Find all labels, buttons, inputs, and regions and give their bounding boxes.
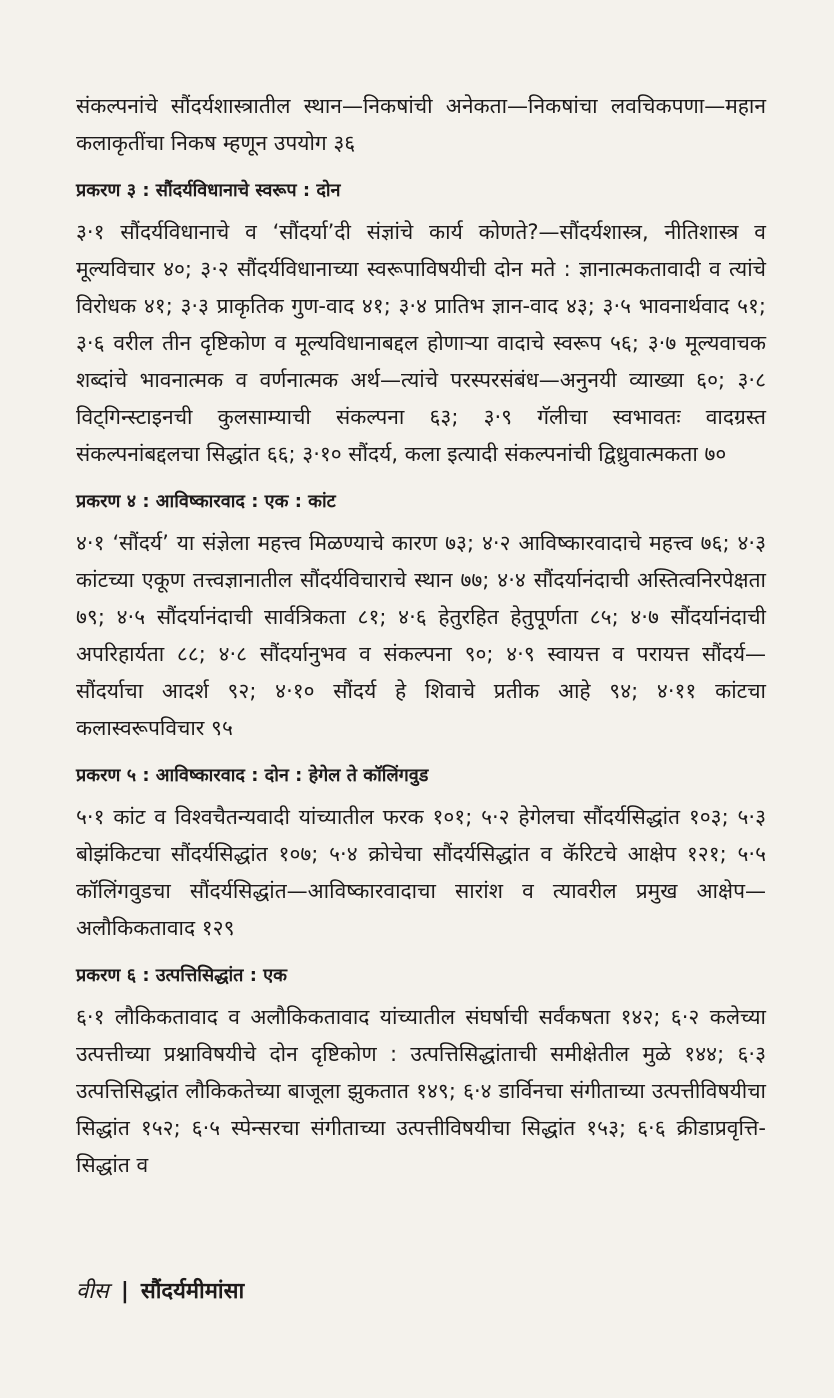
chapter-6-contents: ६·१ लौकिकतावाद व अलौकिकतावाद यांच्यातील संघर्षाची सर्वंकषता १४२; ६·२ कलेच्या उत्पत्तीच्या प्रश्नाविषयीचे दोन दृष्टिकोण : उत्पत्तिसिद्धांताची समीक्षेतील मुळे १४४; ६·३ उत्पत्तिसिद्धांत लौकिकतेच्या बाजूला झुकतात १४९; ६·४ डार्विनचा संगीताच्या उत्पत्तीविषयीचा सिद्धांत १५२; ६·५ स्पेन्सरचा संगीताच्या उत्पत्तीविषयीचा सिद्धांत १५३; ६·६ क्रीडाप्रवृत्ति-सिद्धांत व [76,1005,766,1177]
book-title: सौंदर्यमीमांसा [140,1279,245,1304]
intro-paragraph: संकल्पनांचे सौंदर्यशास्त्रातील स्थान—निकषांची अनेकता—निकषांचा लवचिकपणा—महान कलाकृतींचा निकष म्हणून उपयोग ३६ [76,94,766,155]
chapter-5-contents: ५·१ कांट व विश्वचैतन्यवादी यांच्यातील फरक १०१; ५·२ हेगेलचा सौंदर्यसिद्धांत १०३; ५·३ बोझंकिटचा सौंदर्यसिद्धांत १०७; ५·४ क्रोचेचा सौंदर्यसिद्धांत व कॅरिटचे आक्षेप १२१; ५·५ कॉलिंगवुडचा सौंदर्यसिद्धांत—आविष्कारवादाचा सारांश व त्यावरील प्रमुख आक्षेप—अलौकिकतावाद १२९ [76,805,766,940]
chapter-3-heading: प्रकरण ३ : सौंदर्यविधानाचे स्वरूप : दोन [76,180,341,201]
page-number: वीस [76,1279,109,1304]
chapter-4-heading: प्रकरण ४ : आविष्कारवाद : एक : कांट [76,491,336,512]
contents-section [76,88,766,1184]
chapter-4-contents: ४·१ ‘सौंदर्य’ या संज्ञेला महत्त्व मिळण्याचे कारण ७३; ४·२ आविष्कारवादाचे महत्त्व ७६; ४·३ कांटच्या एकूण तत्त्वज्ञानातील सौंदर्यविचाराचे स्थान ७७; ४·४ सौंदर्यानंदाची अस्तित्वनिरपेक्षता ७९; ४·५ सौंदर्यानंदाची सार्वत्रिकता ८१; ४·६ हेतुरहित हेतुपूर्णता ८५; ४·७ सौंदर्यानंदाची अपरिहार्यता ८८; ४·८ सौंदर्यानुभव व संकल्पना ९०; ४·९ स्वायत्त व परायत्त सौंदर्य—सौंदर्याचा आदर्श ९२; ४·१० सौंदर्य हे शिवाचे प्रतीक आहे ९४; ४·११ कांटचा कलास्वरूपविचार ९५ [76,531,766,740]
page-footer [76,1275,244,1305]
chapter-6-heading: प्रकरण ६ : उत्पत्तिसिद्धांत : एक [76,965,287,986]
chapter-5-heading: प्रकरण ५ : आविष्कारवाद : दोन : हेगेल ते कॉलिंगवुड [76,765,429,786]
footer-separator: | [120,1279,129,1304]
chapter-3-contents: ३·१ सौंदर्यविधानाचे व ‘सौंदर्या’दी संज्ञांचे कार्य कोणते?—सौंदर्यशास्त्र, नीतिशास्त्र व मूल्यविचार ४०; ३·२ सौंदर्यविधानाच्या स्वरूपाविषयीची दोन मते : ज्ञानात्मकतावादी व त्यांचे विरोधक ४१; ३·३ प्राकृतिक गुण-वाद ४१; ३·४ प्रातिभ ज्ञान-वाद ४३; ३·५ भावनार्थवाद ५१; ३·६ वरील तीन दृष्टिकोण व मूल्यविधानाबद्दल होणाऱ्या वादाचे स्वरूप ५६; ३·७ मूल्यवाचक शब्दांचे भावनात्मक व वर्णनात्मक अर्थ—त्यांचे परस्परसंबंध—अनुनयी व्याख्या ६०; ३·८ विट्गिन्स्टाइनची कुलसाम्याची संकल्पना ६३; ३·९ गॅलीचा स्वभावतः वादग्रस्त संकल्पनांबद्दलचा सिद्धांत ६६; ३·१० सौंदर्य, कला इत्यादी संकल्पनांची द्विध्रुवात्मकता ७० [76,220,766,466]
